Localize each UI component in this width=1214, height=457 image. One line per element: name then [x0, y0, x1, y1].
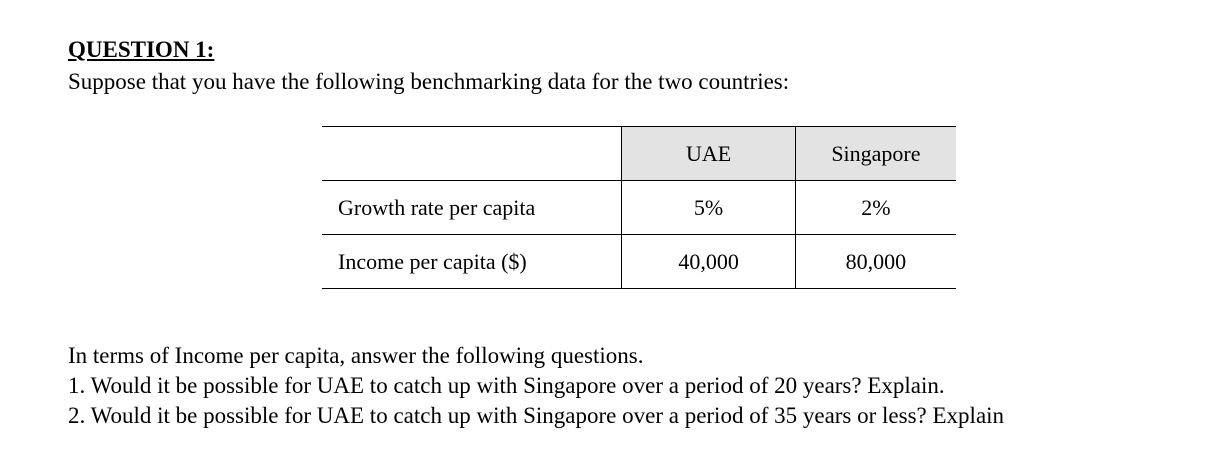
row-label-growth: Growth rate per capita	[322, 181, 622, 235]
questions-lead: In terms of Income per capita, answer the following questions.	[68, 343, 644, 368]
table-header-empty	[322, 127, 622, 181]
questions-block	[68, 341, 1004, 431]
cell-uae-growth: 5%	[622, 181, 796, 235]
question-heading: QUESTION 1:	[68, 37, 215, 62]
cell-uae-income: 40,000	[622, 235, 796, 289]
question-item-1: 1. Would it be possible for UAE to catch up with Singapore over a period of 20 years? Explain.	[68, 373, 945, 398]
question-item-2: 2. Would it be possible for UAE to catch up with Singapore over a period of 35 years or less? Explain	[68, 403, 1005, 428]
table-row	[322, 235, 956, 289]
table-row	[322, 181, 956, 235]
row-label-income: Income per capita ($)	[322, 235, 622, 289]
table-header-uae: UAE	[622, 127, 796, 181]
benchmark-table	[322, 126, 956, 289]
table-header-singapore: Singapore	[795, 127, 956, 181]
cell-singapore-income: 80,000	[795, 235, 956, 289]
cell-singapore-growth: 2%	[795, 181, 956, 235]
question-intro: Suppose that you have the following benchmarking data for the two countries:	[68, 69, 790, 94]
table-header-row	[322, 127, 956, 181]
